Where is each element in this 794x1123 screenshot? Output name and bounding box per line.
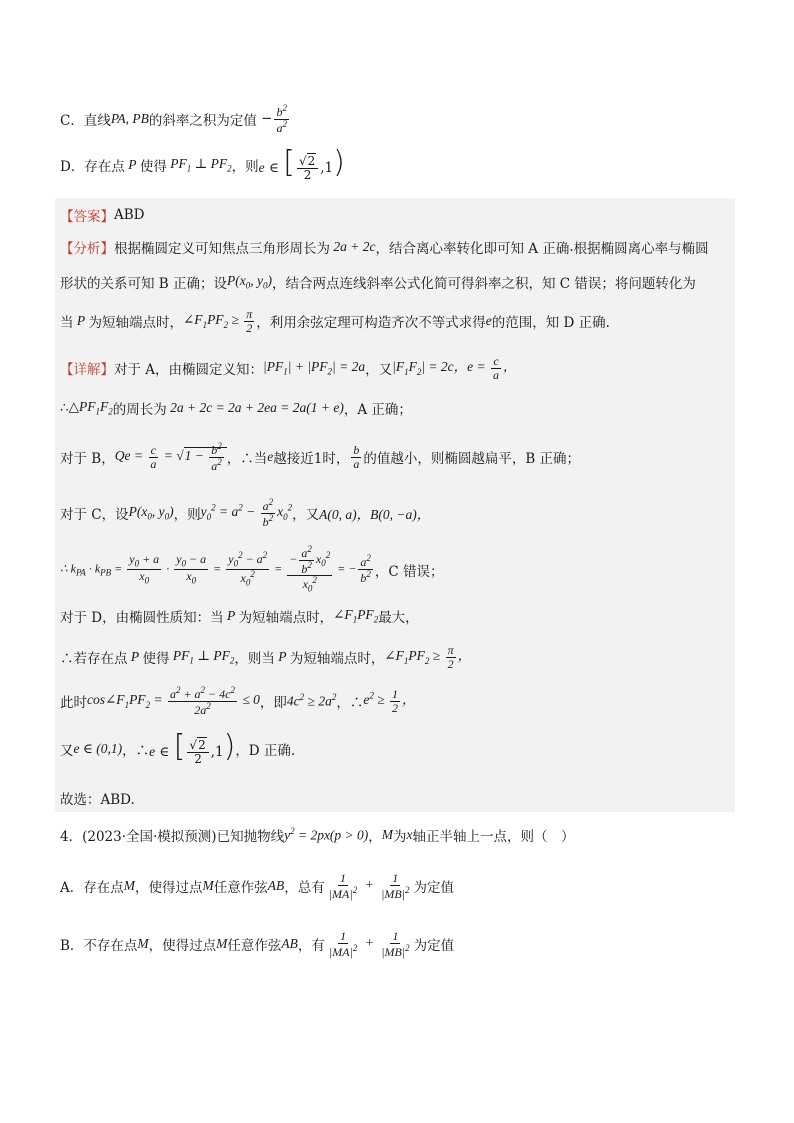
detail-text: ∴若存在点 bbox=[60, 651, 128, 668]
option-d-text3: ，则 bbox=[231, 158, 259, 175]
math-2a-2c: 2a + 2c bbox=[330, 239, 376, 254]
detail-text: 越接近1时， bbox=[273, 451, 350, 468]
math-m: M bbox=[216, 936, 228, 952]
question-text: 为 bbox=[393, 829, 407, 845]
detail-text: 对于 A，由椭圆定义知： bbox=[114, 362, 264, 379]
option-d-text2: 使得 bbox=[139, 158, 167, 175]
math-pf1-perp-pf2: $PF_1$ ⊥ $PF_2$ bbox=[166, 155, 232, 174]
analysis-text: 根据椭圆定义可知焦点三角形周长为 bbox=[114, 241, 330, 257]
math-angle: $\angle F_1PF_2$ ≥ $\frac{\pi}{2}$ bbox=[183, 307, 253, 335]
detail-line-d4 bbox=[60, 729, 296, 766]
math-f1f2: $|F_1F_2| = 2c$，e = $\frac{c}{a}$ ， bbox=[392, 354, 517, 382]
option-a bbox=[60, 872, 454, 900]
detail-text: 为短轴端点时， bbox=[238, 610, 334, 626]
math-p: P bbox=[223, 608, 239, 623]
math-p: P bbox=[127, 649, 143, 665]
conclusion-text: 故选：ABD. bbox=[60, 792, 135, 808]
math-ineq: $4c^2 \ge 2a^2$ bbox=[286, 692, 337, 709]
detail-text: ，D 正确. bbox=[235, 742, 296, 759]
math-pa-pb: PA, PB bbox=[110, 111, 149, 127]
option-b-text: 为定值 bbox=[413, 938, 455, 955]
math-points-ab: A(0, a)，B(0, −a)， bbox=[319, 507, 431, 523]
detail-text: ，A 正确； bbox=[343, 402, 412, 418]
option-d-label: D． bbox=[60, 158, 85, 175]
detail-text: ，即 bbox=[259, 695, 287, 712]
math-x: x bbox=[406, 827, 413, 842]
math-e-in-01: e ∈ (0,1) bbox=[73, 740, 123, 756]
detail-text: 的周长为 bbox=[112, 402, 167, 418]
option-c-label: C． bbox=[60, 113, 84, 130]
detail-line-a2 bbox=[60, 398, 412, 418]
math-parabola: $y^2 = 2px(p > 0)$ bbox=[284, 826, 369, 843]
detail-text: 的值越小，则椭圆越扁平，B 正确； bbox=[363, 451, 581, 468]
math-angle-ge: $\angle F_1PF_2$ ≥ $\frac{\pi}{2}$ ， bbox=[384, 643, 472, 671]
detail-text: ，又 bbox=[292, 507, 320, 524]
option-b-label: B． bbox=[60, 938, 84, 955]
math-cosine: $\cos\angle F_1PF_2$ = $\frac{a^2 + a^2 - 4c^2}{2a^2}$ ≤ 0 bbox=[87, 685, 260, 717]
math-p: P bbox=[274, 649, 290, 665]
math-m: M bbox=[202, 878, 214, 894]
option-a-label: A． bbox=[60, 880, 84, 897]
detail-text: ，C 错误； bbox=[374, 563, 444, 580]
math-slope-product: ∴ $k_{PA} \cdot k_{PB}$ = $\frac{y_0 + a}{x_0}$ · $\frac{y_0 - a}{x_0}$ = $\frac{y_0^2 - a^2}{x_0^2}$ = − $\frac{a^2}{b^2}$ $x_0^2$ $x_0^2$ = − $\frac{a^2}{b^2}$ bbox=[60, 544, 371, 594]
detail-text: ∴ bbox=[60, 400, 69, 416]
option-b-text: 不存在点 bbox=[83, 938, 138, 955]
question-source: (2023·全国·模拟预测) bbox=[82, 829, 217, 845]
detail-text: ，∴当 bbox=[226, 451, 268, 468]
detail-text: ，则当 bbox=[234, 651, 275, 668]
analysis-text: ，利用余弦定理可构造齐次不等式求得 bbox=[256, 315, 486, 332]
detail-line-b1 bbox=[60, 442, 580, 472]
math-reciprocal-sum: $\frac{1}{|MA|^2}$ + $\frac{1}{|MB|^2}$ bbox=[328, 871, 410, 901]
question-text: 轴正半轴上一点，则（ ） bbox=[412, 829, 575, 845]
math-triangle: $\triangle PF_1F_2$ bbox=[68, 399, 113, 417]
math-minus-b2-a2: − $\frac{b^2}{a^2}$ bbox=[256, 103, 287, 135]
option-c bbox=[60, 104, 291, 134]
math-p: P bbox=[73, 313, 89, 329]
math-b-over-a: $\frac{b}{a}$ bbox=[353, 443, 360, 471]
math-e-range: e ∈ [ $\frac{√2}{2}$ ,1) bbox=[149, 729, 236, 766]
analysis-text: ，结合离心率转化即可知 A 正确 bbox=[375, 241, 570, 257]
question-number: 4． bbox=[60, 829, 83, 845]
detail-text: 又 bbox=[60, 742, 74, 759]
math-y0-squared: $y_0^2 = a^2$ − $\frac{a^2}{b^2}$ $x_0^2$ bbox=[200, 497, 293, 529]
option-b-text: ，有 bbox=[297, 938, 325, 955]
question-text: ， bbox=[368, 829, 382, 845]
math-e-formula: Qe = $\frac{c}{a}$ = √1 − $\frac{b^2}{a^2}$ bbox=[115, 442, 227, 472]
detail-line-c1 bbox=[60, 498, 430, 528]
option-a-text: ，总有 bbox=[284, 880, 325, 897]
analysis-line-2 bbox=[60, 272, 696, 292]
detail-line-a1 bbox=[60, 355, 517, 381]
option-b-text: 任意作弦 bbox=[227, 938, 282, 955]
math-angle: $\angle F_1PF_2$ bbox=[333, 607, 379, 625]
math-ab: AB bbox=[281, 936, 298, 952]
math-m: M bbox=[123, 878, 135, 894]
math-sum-pf: $|PF_1| + |PF_2| = 2a$ bbox=[263, 359, 366, 377]
math-e-range: e ∈ [ $\frac{√2}{2}$ ,1) bbox=[258, 145, 345, 182]
detail-conclusion bbox=[60, 788, 135, 808]
option-b bbox=[60, 930, 454, 958]
detail-text: 此时 bbox=[60, 695, 87, 712]
answer-line bbox=[60, 205, 145, 225]
detail-text: ，∴ bbox=[122, 742, 150, 759]
analysis-text: 当 bbox=[60, 315, 74, 332]
analysis-text: 的范围，知 D 正确. bbox=[491, 315, 610, 332]
analysis-text: 根据椭圆离心率与椭圆 bbox=[573, 241, 709, 257]
option-a-text: 为定值 bbox=[413, 880, 454, 897]
math-point-p: $P(x_0$, $y_0$) bbox=[227, 273, 272, 291]
math-m: M bbox=[381, 827, 394, 842]
math-e2-ge: $e^2$ ≥ $\frac{1}{2}$ ， bbox=[363, 687, 416, 715]
detail-text: 对于 D，由椭圆性质知：当 bbox=[60, 610, 224, 626]
option-d-text: 存在点 bbox=[84, 158, 125, 175]
answer-tag: 【答案】 bbox=[60, 209, 114, 225]
option-a-text: 存在点 bbox=[83, 880, 124, 897]
analysis-tag: 【分析】 bbox=[60, 241, 114, 257]
option-d bbox=[60, 145, 345, 182]
detail-tag: 【详解】 bbox=[60, 362, 114, 379]
analysis-text: 为短轴端点时， bbox=[88, 315, 183, 332]
detail-line-c2 bbox=[60, 545, 444, 594]
option-a-text: 任意作弦 bbox=[213, 880, 268, 897]
detail-text: 对于 C，设 bbox=[60, 507, 129, 524]
analysis-line-1: 【分析】 根据椭圆定义可知焦点三角形周长为 2a + 2c ，结合离心率转化即可知 A 正确 . 根据椭圆离心率与椭圆 bbox=[60, 239, 709, 257]
math-e: e bbox=[485, 313, 492, 329]
detail-line-d3 bbox=[60, 686, 416, 716]
math-p: P bbox=[124, 156, 140, 172]
question-text: 已知抛物线 bbox=[216, 829, 285, 845]
analysis-text: 形状的关系可知 B 正确；设 bbox=[60, 276, 228, 292]
question-4 bbox=[60, 825, 575, 845]
detail-line-d1 bbox=[60, 606, 419, 626]
math-ab: AB bbox=[267, 878, 285, 894]
detail-text: 最大， bbox=[378, 610, 419, 626]
detail-text: 为短轴端点时， bbox=[289, 651, 385, 668]
analysis-text: ，结合两点连线斜率公式化简可得斜率之积，知 C 错误；将问题转化为 bbox=[272, 276, 696, 292]
math-point-p: $P(x_0$, $y_0$) bbox=[128, 504, 174, 522]
detail-text: 对于 B， bbox=[60, 451, 115, 468]
option-a-text: ，使得过点 bbox=[135, 880, 203, 897]
detail-text: ，又 bbox=[365, 362, 393, 379]
detail-text: ，∴ bbox=[336, 695, 364, 712]
detail-line-d2 bbox=[60, 644, 471, 670]
math-m: M bbox=[137, 936, 149, 952]
math-perimeter: 2a + 2c = 2a + 2ea = 2a(1 + e) bbox=[166, 400, 344, 415]
detail-text: ，则 bbox=[173, 507, 201, 524]
option-c-text: 直线 bbox=[83, 113, 111, 130]
analysis-line-3 bbox=[60, 308, 610, 334]
detail-text: 使得 bbox=[142, 651, 170, 668]
math-pf1-perp-pf2: $PF_1$ ⊥ $PF_2$ bbox=[169, 648, 235, 666]
option-c-text2: 的斜率之积为定值 bbox=[148, 113, 257, 130]
option-b-text: ，使得过点 bbox=[148, 938, 217, 955]
math-e: e bbox=[267, 449, 274, 465]
answer-value: ABD bbox=[114, 207, 145, 223]
math-reciprocal-sum: $\frac{1}{|MA|^2}$ + $\frac{1}{|MB|^2}$ bbox=[328, 929, 410, 959]
